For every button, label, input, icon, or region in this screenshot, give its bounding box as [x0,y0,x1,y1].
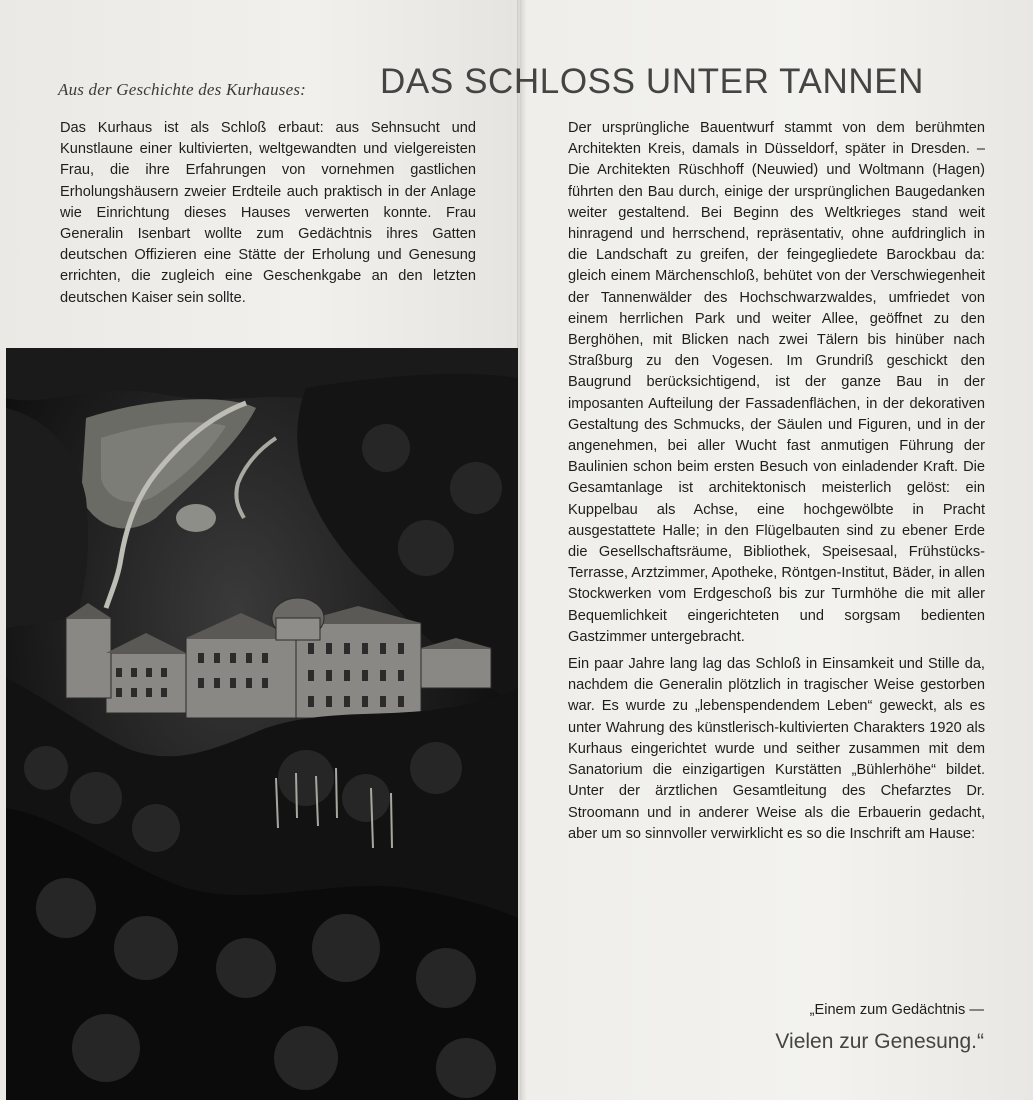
right-paragraph-1: Der ursprüngliche Bauentwurf stammt von dem berühmten Architekten Kreis, damals in Düsseldorf, später in Dresden. – Die Architekten Rüschhoff (Neuwied) und Woltmann (Hagen) führten den Bau durch, einige der ursprünglichen Baugedanken weiter gestaltend. Bei Beginn des Weltkrieges stand weit hinragend und herrschend, repräsentativ, ohne aufdringlich in die Landschaft zu greifen, der feingegliedete Barockbau da: gleich einem Märchenschloß, behütet von der Verschwiegenheit der Tannenwälder des Hochschwarzwaldes, umfriedet von einem herrlichen Park und weiter Allee, geöffnet zu den Berghöhen, mit Blicken nach zwei Tälern bis hinüber nach Straßburg zu den Vogesen. Im Grundriß geschickt den Baugrund berücksichtigend, ist der ganze Bau in der imposanten Aufteilung der Fassadenflächen, in der dekorativen Gestaltung des Schmucks, der Säulen und Figuren, und in der angenehmen, bei aller Wucht fast anmutigen Führung der Baulinien schon beim ersten Besuch von einladender Kraft. Die Gesamtanlage ist architektonisch meisterlich gelöst: ein Kuppelbau als Achse, eine hochgewölbte in Pracht ausgestattete Halle; in den Flügelbauten sind zu ebener Erde die Gesellschaftsräume, Bibliothek, Speisesaal, Frühstücks-Terrasse, Arztzimmer, Apotheke, Röntgen-Institut, Bäder, in allen Stockwerken vom Erdgeschoß bis zur Turmhöhe die mit aller Bequemlichkeit eingerichteten und sorgsam bedienten Gastzimmer untergebracht. [568,120,985,645]
right-column [568,118,985,845]
header [58,62,988,108]
inscription-line-2: Vielen zur Genesung.“ [775,1030,984,1053]
left-column [60,118,476,309]
left-paragraph: Das Kurhaus ist als Schloß erbaut: aus Sehnsucht und Kunstlaune einer kultivierten, weltgewandten und vielgereisten Frau, die ihre Erfahrungen von vornehmen gastlichen Erholungshäusern zweier Erdteile auch praktisch in der Anlage wie Einrichtung dieses Hauses verwerten konnte. Frau Generalin Isenbart wollte zum Gedächtnis ihres Gatten deutschen Offizieren eine Stätte der Erholung und Genesung errichten, die zugleich eine Geschenkgabe an den letzten deutschen Kaiser sein sollte. [60,120,476,306]
header-kicker: Aus der Geschichte des Kurhauses: [58,80,307,99]
castle-aerial-photo [6,348,518,1100]
inscription-line-1: „Einem zum Gedächtnis — [809,1002,984,1018]
right-paragraph-2: Ein paar Jahre lang lag das Schloß in Einsamkeit und Stille da, nachdem die Generalin plötzlich in tragischer Weise gestorben war. Es wurde zu „lebenspendendem Leben“ geweckt, als es unter Wahrung des künstlerisch-kultivierten Charakters 1920 als Kurhaus eingerichtet wurde und seither zusammen mit dem Sanatorium die einzigartigen Kurstätten „Bühlerhöhe“ bildet. Unter der ärztlichen Gesamtleitung des Chefarztes Dr. Stroomann und in anderer Weise als die Erbauerin gedacht, aber um so sinnvoller verwirklicht es so die Inschrift am Hause: [568,656,985,842]
page-title: DAS SCHLOSS UNTER TANNEN [380,62,925,101]
